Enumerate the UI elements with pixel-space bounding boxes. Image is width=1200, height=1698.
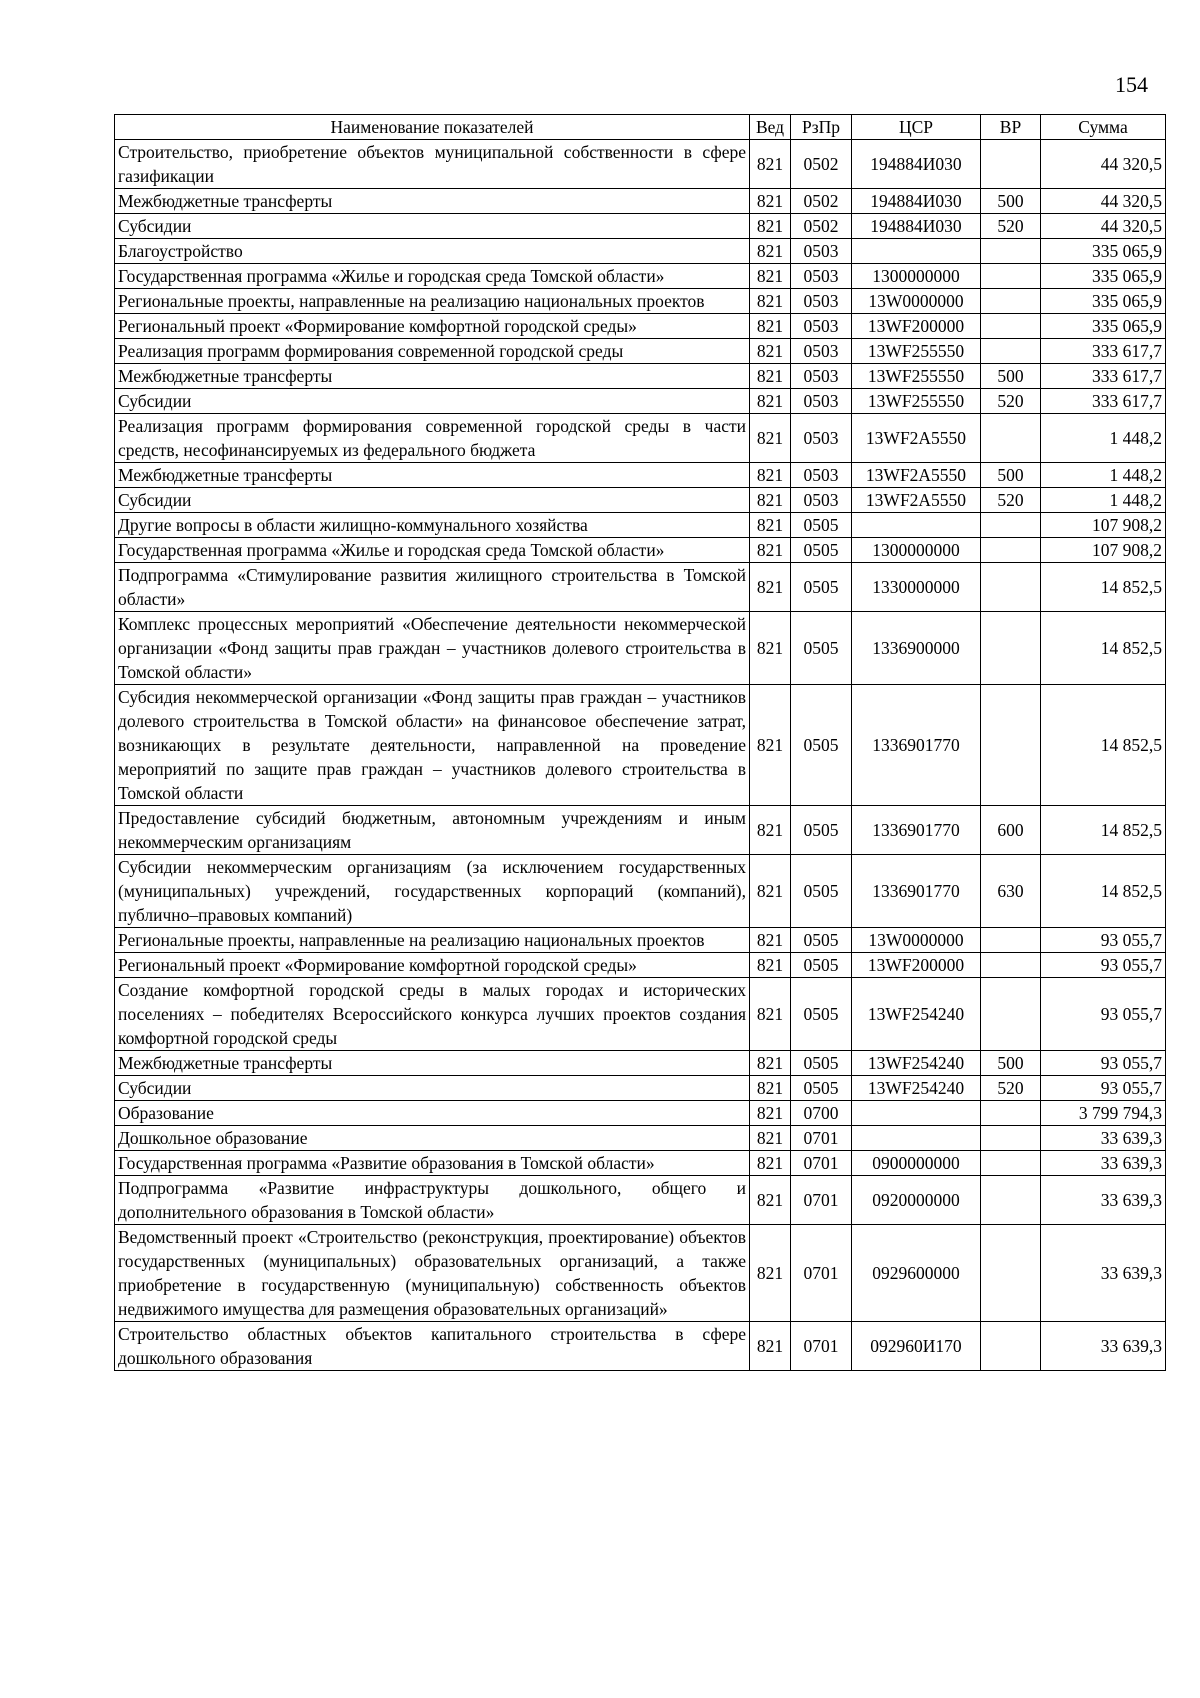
cell-ved: 821 bbox=[750, 953, 791, 978]
cell-name: Подпрограмма «Развитие инфраструктуры дошкольного, общего и дополнительного образования в Томской области» bbox=[115, 1176, 750, 1225]
cell-rzpr: 0700 bbox=[791, 1101, 852, 1126]
cell-vr bbox=[981, 1151, 1041, 1176]
cell-vr bbox=[981, 414, 1041, 463]
cell-ved: 821 bbox=[750, 685, 791, 806]
cell-csr: 1300000000 bbox=[852, 264, 981, 289]
cell-rzpr: 0505 bbox=[791, 1051, 852, 1076]
cell-sum: 44 320,5 bbox=[1041, 140, 1166, 189]
table-row bbox=[115, 612, 1166, 685]
header-vr: ВР bbox=[981, 115, 1041, 140]
cell-name: Предоставление субсидий бюджетным, автономным учреждениям и иным некоммерческим организациям bbox=[115, 806, 750, 855]
cell-csr bbox=[852, 239, 981, 264]
cell-vr bbox=[981, 563, 1041, 612]
cell-name: Реализация программ формирования современной городской среды в части средств, несофинансируемых из федерального бюджета bbox=[115, 414, 750, 463]
header-rzpr: РзПр bbox=[791, 115, 852, 140]
cell-name: Другие вопросы в области жилищно-коммунального хозяйства bbox=[115, 513, 750, 538]
table-row bbox=[115, 978, 1166, 1051]
cell-name: Субсидии bbox=[115, 1076, 750, 1101]
table-body bbox=[115, 140, 1166, 1371]
header-csr: ЦСР bbox=[852, 115, 981, 140]
table-row bbox=[115, 953, 1166, 978]
cell-csr: 13WF2A5550 bbox=[852, 463, 981, 488]
cell-vr bbox=[981, 339, 1041, 364]
table-row bbox=[115, 488, 1166, 513]
cell-rzpr: 0505 bbox=[791, 538, 852, 563]
cell-ved: 821 bbox=[750, 1051, 791, 1076]
cell-vr: 500 bbox=[981, 1051, 1041, 1076]
cell-name: Региональный проект «Формирование комфортной городской среды» bbox=[115, 314, 750, 339]
table-row bbox=[115, 513, 1166, 538]
cell-name: Межбюджетные трансферты bbox=[115, 1051, 750, 1076]
cell-name: Подпрограмма «Стимулирование развития жилищного строительства в Томской области» bbox=[115, 563, 750, 612]
cell-rzpr: 0503 bbox=[791, 488, 852, 513]
cell-csr: 1336901770 bbox=[852, 685, 981, 806]
cell-sum: 93 055,7 bbox=[1041, 978, 1166, 1051]
cell-csr: 13WF255550 bbox=[852, 389, 981, 414]
table-row bbox=[115, 214, 1166, 239]
cell-name: Реализация программ формирования современной городской среды bbox=[115, 339, 750, 364]
cell-vr bbox=[981, 953, 1041, 978]
cell-rzpr: 0503 bbox=[791, 264, 852, 289]
cell-vr: 500 bbox=[981, 189, 1041, 214]
cell-sum: 44 320,5 bbox=[1041, 214, 1166, 239]
cell-csr bbox=[852, 513, 981, 538]
cell-csr: 13WF254240 bbox=[852, 1076, 981, 1101]
table-header bbox=[115, 115, 1166, 140]
cell-ved: 821 bbox=[750, 339, 791, 364]
cell-csr: 194884И030 bbox=[852, 140, 981, 189]
cell-rzpr: 0503 bbox=[791, 414, 852, 463]
table-row bbox=[115, 1225, 1166, 1322]
table-row bbox=[115, 364, 1166, 389]
table-row bbox=[115, 314, 1166, 339]
cell-ved: 821 bbox=[750, 289, 791, 314]
cell-csr: 13WF254240 bbox=[852, 1051, 981, 1076]
cell-rzpr: 0505 bbox=[791, 855, 852, 928]
table-row bbox=[115, 685, 1166, 806]
cell-ved: 821 bbox=[750, 314, 791, 339]
cell-name: Дошкольное образование bbox=[115, 1126, 750, 1151]
cell-ved: 821 bbox=[750, 414, 791, 463]
cell-vr: 520 bbox=[981, 488, 1041, 513]
cell-rzpr: 0502 bbox=[791, 214, 852, 239]
cell-sum: 333 617,7 bbox=[1041, 339, 1166, 364]
table-row bbox=[115, 289, 1166, 314]
cell-sum: 335 065,9 bbox=[1041, 289, 1166, 314]
cell-rzpr: 0701 bbox=[791, 1176, 852, 1225]
table-row bbox=[115, 855, 1166, 928]
cell-name: Благоустройство bbox=[115, 239, 750, 264]
cell-sum: 335 065,9 bbox=[1041, 264, 1166, 289]
cell-ved: 821 bbox=[750, 463, 791, 488]
cell-name: Создание комфортной городской среды в малых городах и исторических поселениях – победителях Всероссийского конкурса лучших проектов создания комфортной городской среды bbox=[115, 978, 750, 1051]
cell-rzpr: 0505 bbox=[791, 513, 852, 538]
cell-name: Субсидия некоммерческой организации «Фонд защиты прав граждан – участников долевого строительства в Томской области» на финансовое обеспечение затрат, возникающих в результате деятельности, направленной на проведение мероприятий по защите прав граждан – участников долевого строительства в Томской области bbox=[115, 685, 750, 806]
cell-vr bbox=[981, 928, 1041, 953]
cell-rzpr: 0503 bbox=[791, 339, 852, 364]
table-row bbox=[115, 1076, 1166, 1101]
cell-name: Строительство, приобретение объектов муниципальной собственности в сфере газификации bbox=[115, 140, 750, 189]
page-number: 154 bbox=[1115, 72, 1148, 97]
cell-name: Региональные проекты, направленные на реализацию национальных проектов bbox=[115, 289, 750, 314]
cell-sum: 93 055,7 bbox=[1041, 953, 1166, 978]
cell-vr bbox=[981, 538, 1041, 563]
budget-table bbox=[114, 114, 1166, 1371]
cell-csr: 0929600000 bbox=[852, 1225, 981, 1322]
cell-ved: 821 bbox=[750, 1126, 791, 1151]
cell-sum: 3 799 794,3 bbox=[1041, 1101, 1166, 1126]
table-row bbox=[115, 463, 1166, 488]
cell-sum: 14 852,5 bbox=[1041, 563, 1166, 612]
cell-sum: 1 448,2 bbox=[1041, 414, 1166, 463]
cell-rzpr: 0701 bbox=[791, 1225, 852, 1322]
table-row bbox=[115, 1176, 1166, 1225]
cell-csr bbox=[852, 1126, 981, 1151]
cell-vr: 500 bbox=[981, 364, 1041, 389]
cell-ved: 821 bbox=[750, 806, 791, 855]
cell-sum: 107 908,2 bbox=[1041, 513, 1166, 538]
cell-csr: 1336901770 bbox=[852, 806, 981, 855]
cell-csr: 13WF255550 bbox=[852, 339, 981, 364]
cell-sum: 14 852,5 bbox=[1041, 855, 1166, 928]
cell-vr bbox=[981, 612, 1041, 685]
cell-vr bbox=[981, 264, 1041, 289]
cell-name: Ведомственный проект «Строительство (реконструкция, проектирование) объектов государственных (муниципальных) образовательных организаций, а также приобретение в государственную (муниципальную) собственность объектов недвижимого имущества для размещения образовательных организаций» bbox=[115, 1225, 750, 1322]
table-row bbox=[115, 1322, 1166, 1371]
cell-sum: 33 639,3 bbox=[1041, 1126, 1166, 1151]
cell-rzpr: 0503 bbox=[791, 463, 852, 488]
cell-csr: 13WF200000 bbox=[852, 953, 981, 978]
cell-vr: 600 bbox=[981, 806, 1041, 855]
table-row bbox=[115, 1126, 1166, 1151]
cell-sum: 33 639,3 bbox=[1041, 1322, 1166, 1371]
cell-ved: 821 bbox=[750, 264, 791, 289]
cell-name: Межбюджетные трансферты bbox=[115, 364, 750, 389]
cell-rzpr: 0502 bbox=[791, 189, 852, 214]
cell-ved: 821 bbox=[750, 389, 791, 414]
cell-sum: 33 639,3 bbox=[1041, 1225, 1166, 1322]
cell-ved: 821 bbox=[750, 513, 791, 538]
header-ved: Вед bbox=[750, 115, 791, 140]
cell-name: Межбюджетные трансферты bbox=[115, 189, 750, 214]
cell-rzpr: 0701 bbox=[791, 1126, 852, 1151]
cell-sum: 14 852,5 bbox=[1041, 612, 1166, 685]
table-row bbox=[115, 189, 1166, 214]
cell-sum: 1 448,2 bbox=[1041, 463, 1166, 488]
header-name: Наименование показателей bbox=[115, 115, 750, 140]
table-row bbox=[115, 928, 1166, 953]
cell-ved: 821 bbox=[750, 189, 791, 214]
cell-ved: 821 bbox=[750, 1176, 791, 1225]
cell-rzpr: 0701 bbox=[791, 1322, 852, 1371]
cell-vr: 520 bbox=[981, 214, 1041, 239]
cell-sum: 107 908,2 bbox=[1041, 538, 1166, 563]
cell-csr: 194884И030 bbox=[852, 214, 981, 239]
table-row bbox=[115, 339, 1166, 364]
cell-vr bbox=[981, 513, 1041, 538]
cell-name: Государственная программа «Жилье и городская среда Томской области» bbox=[115, 264, 750, 289]
cell-rzpr: 0503 bbox=[791, 314, 852, 339]
cell-csr bbox=[852, 1101, 981, 1126]
cell-ved: 821 bbox=[750, 928, 791, 953]
cell-name: Межбюджетные трансферты bbox=[115, 463, 750, 488]
cell-name: Субсидии bbox=[115, 214, 750, 239]
cell-ved: 821 bbox=[750, 978, 791, 1051]
cell-ved: 821 bbox=[750, 140, 791, 189]
cell-rzpr: 0505 bbox=[791, 806, 852, 855]
cell-vr: 520 bbox=[981, 1076, 1041, 1101]
cell-vr bbox=[981, 314, 1041, 339]
cell-name: Образование bbox=[115, 1101, 750, 1126]
cell-vr bbox=[981, 140, 1041, 189]
cell-sum: 14 852,5 bbox=[1041, 806, 1166, 855]
cell-sum: 335 065,9 bbox=[1041, 239, 1166, 264]
cell-vr bbox=[981, 1176, 1041, 1225]
cell-ved: 821 bbox=[750, 364, 791, 389]
table-row bbox=[115, 806, 1166, 855]
table-row bbox=[115, 414, 1166, 463]
cell-rzpr: 0503 bbox=[791, 364, 852, 389]
cell-ved: 821 bbox=[750, 239, 791, 264]
cell-sum: 44 320,5 bbox=[1041, 189, 1166, 214]
cell-vr bbox=[981, 1322, 1041, 1371]
table-row bbox=[115, 538, 1166, 563]
cell-csr: 13WF254240 bbox=[852, 978, 981, 1051]
cell-name: Строительство областных объектов капитального строительства в сфере дошкольного образования bbox=[115, 1322, 750, 1371]
cell-ved: 821 bbox=[750, 488, 791, 513]
cell-csr: 0900000000 bbox=[852, 1151, 981, 1176]
cell-csr: 13WF2A5550 bbox=[852, 488, 981, 513]
cell-ved: 821 bbox=[750, 1225, 791, 1322]
cell-vr bbox=[981, 1126, 1041, 1151]
cell-csr: 13W0000000 bbox=[852, 289, 981, 314]
cell-rzpr: 0503 bbox=[791, 289, 852, 314]
cell-csr: 1330000000 bbox=[852, 563, 981, 612]
cell-csr: 13WF200000 bbox=[852, 314, 981, 339]
table-row bbox=[115, 563, 1166, 612]
cell-ved: 821 bbox=[750, 563, 791, 612]
cell-sum: 93 055,7 bbox=[1041, 1051, 1166, 1076]
cell-ved: 821 bbox=[750, 1076, 791, 1101]
cell-rzpr: 0503 bbox=[791, 389, 852, 414]
cell-vr bbox=[981, 1225, 1041, 1322]
cell-rzpr: 0505 bbox=[791, 978, 852, 1051]
cell-csr: 1300000000 bbox=[852, 538, 981, 563]
cell-name: Региональный проект «Формирование комфортной городской среды» bbox=[115, 953, 750, 978]
cell-name: Комплекс процессных мероприятий «Обеспечение деятельности некоммерческой организации «Фонд защиты прав граждан – участников долевого строительства в Томской области» bbox=[115, 612, 750, 685]
cell-sum: 93 055,7 bbox=[1041, 1076, 1166, 1101]
cell-rzpr: 0505 bbox=[791, 953, 852, 978]
cell-csr: 13W0000000 bbox=[852, 928, 981, 953]
cell-vr bbox=[981, 978, 1041, 1051]
header-row bbox=[115, 115, 1166, 140]
cell-name: Государственная программа «Развитие образования в Томской области» bbox=[115, 1151, 750, 1176]
cell-vr: 520 bbox=[981, 389, 1041, 414]
cell-ved: 821 bbox=[750, 1151, 791, 1176]
cell-rzpr: 0505 bbox=[791, 685, 852, 806]
cell-sum: 1 448,2 bbox=[1041, 488, 1166, 513]
cell-csr: 092960И170 bbox=[852, 1322, 981, 1371]
cell-rzpr: 0503 bbox=[791, 239, 852, 264]
table-row bbox=[115, 239, 1166, 264]
cell-name: Субсидии bbox=[115, 488, 750, 513]
cell-sum: 335 065,9 bbox=[1041, 314, 1166, 339]
cell-rzpr: 0505 bbox=[791, 563, 852, 612]
cell-name: Государственная программа «Жилье и городская среда Томской области» bbox=[115, 538, 750, 563]
cell-vr bbox=[981, 685, 1041, 806]
cell-ved: 821 bbox=[750, 214, 791, 239]
cell-sum: 333 617,7 bbox=[1041, 364, 1166, 389]
cell-vr bbox=[981, 1101, 1041, 1126]
cell-vr bbox=[981, 239, 1041, 264]
cell-rzpr: 0502 bbox=[791, 140, 852, 189]
cell-name: Субсидии bbox=[115, 389, 750, 414]
cell-sum: 33 639,3 bbox=[1041, 1151, 1166, 1176]
cell-rzpr: 0701 bbox=[791, 1151, 852, 1176]
table-row bbox=[115, 1051, 1166, 1076]
cell-csr: 1336901770 bbox=[852, 855, 981, 928]
table-row bbox=[115, 1151, 1166, 1176]
cell-ved: 821 bbox=[750, 1322, 791, 1371]
table-row bbox=[115, 140, 1166, 189]
cell-rzpr: 0505 bbox=[791, 612, 852, 685]
cell-vr: 500 bbox=[981, 463, 1041, 488]
cell-csr: 13WF2A5550 bbox=[852, 414, 981, 463]
cell-csr: 194884И030 bbox=[852, 189, 981, 214]
cell-sum: 14 852,5 bbox=[1041, 685, 1166, 806]
cell-rzpr: 0505 bbox=[791, 928, 852, 953]
table-row bbox=[115, 264, 1166, 289]
cell-csr: 1336900000 bbox=[852, 612, 981, 685]
cell-sum: 333 617,7 bbox=[1041, 389, 1166, 414]
cell-ved: 821 bbox=[750, 538, 791, 563]
cell-name: Региональные проекты, направленные на реализацию национальных проектов bbox=[115, 928, 750, 953]
cell-csr: 13WF255550 bbox=[852, 364, 981, 389]
cell-sum: 93 055,7 bbox=[1041, 928, 1166, 953]
cell-csr: 0920000000 bbox=[852, 1176, 981, 1225]
table-row bbox=[115, 389, 1166, 414]
cell-ved: 821 bbox=[750, 1101, 791, 1126]
cell-sum: 33 639,3 bbox=[1041, 1176, 1166, 1225]
cell-ved: 821 bbox=[750, 855, 791, 928]
cell-vr bbox=[981, 289, 1041, 314]
cell-name: Субсидии некоммерческим организациям (за исключением государственных (муниципальных) учреждений, государственных корпораций (компаний), публично–правовых компаний) bbox=[115, 855, 750, 928]
cell-rzpr: 0505 bbox=[791, 1076, 852, 1101]
cell-ved: 821 bbox=[750, 612, 791, 685]
header-sum: Сумма bbox=[1041, 115, 1166, 140]
cell-vr: 630 bbox=[981, 855, 1041, 928]
table-row bbox=[115, 1101, 1166, 1126]
